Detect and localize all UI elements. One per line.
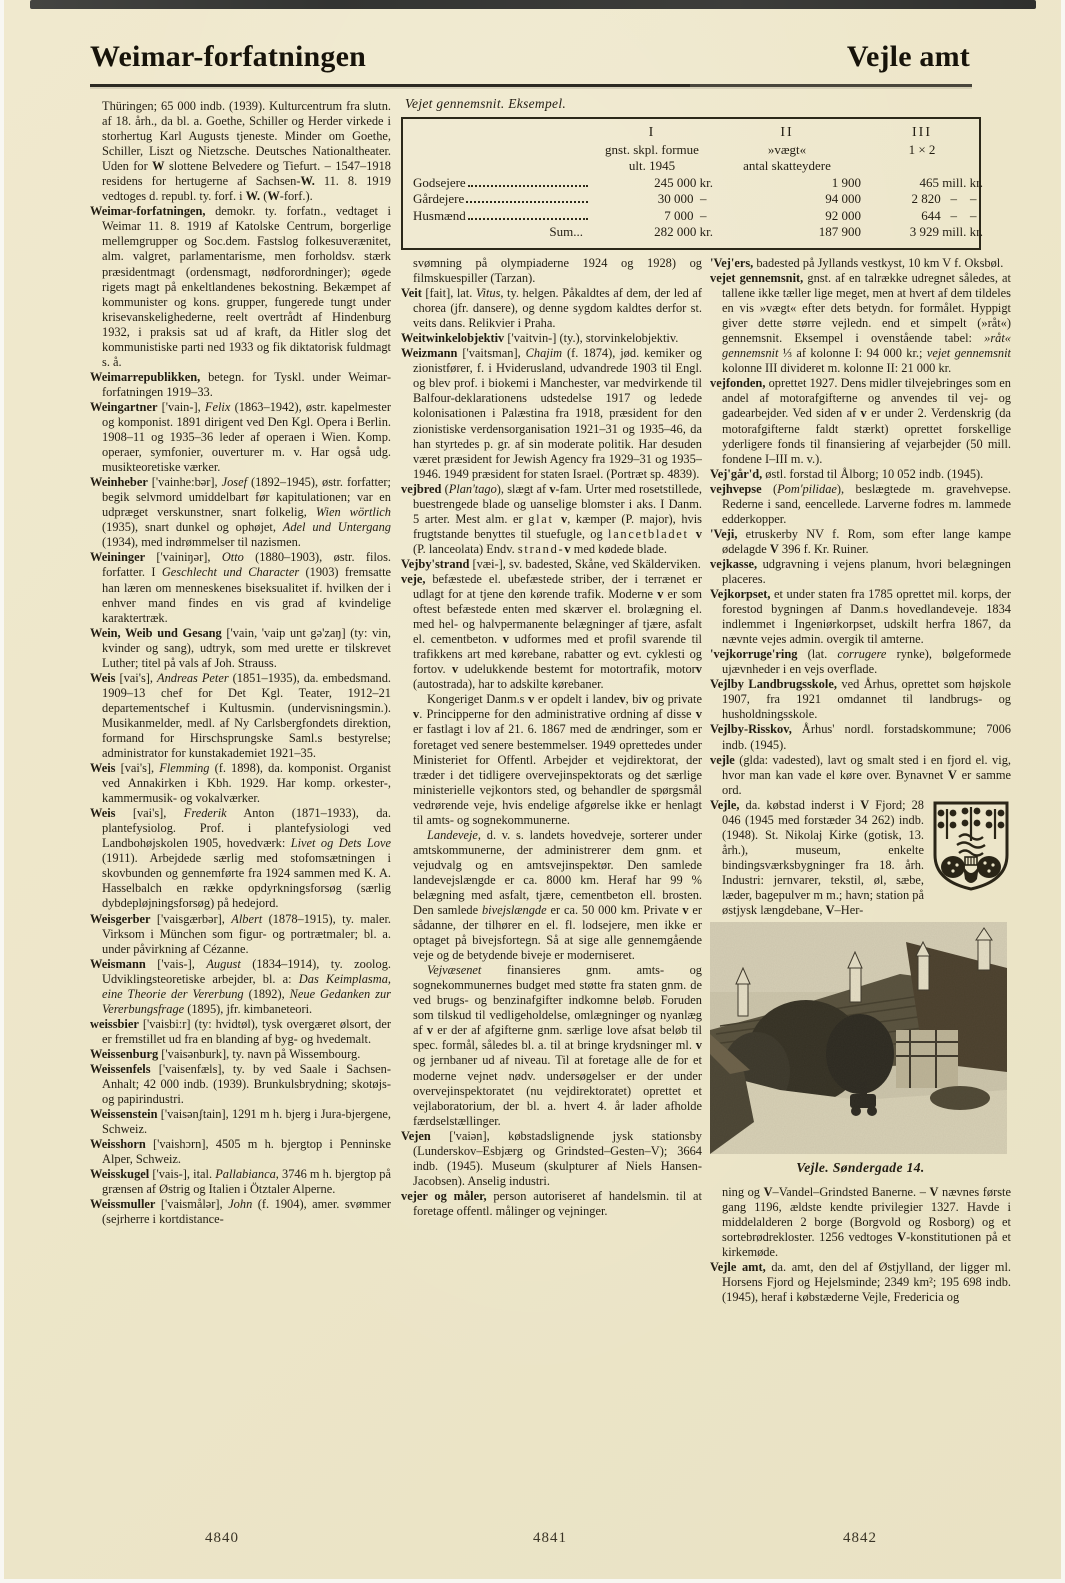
table-col-II-sub2: antal skatteydere — [743, 158, 831, 173]
table-header-row-sub2 — [413, 158, 969, 175]
table-cell-c2: 187 900 — [818, 224, 861, 239]
dictionary-entry: Weis [vai's], Flemming (f. 1898), da. komponist. Organist ved Annakirken i Kbh. 1929. Har komp. orkester-, kammermusik- og vokalværker. — [90, 761, 391, 806]
dictionary-entry: Weimarrepublikken, betegn. for Tyskl. under Weimar-forfatningen 1919–33. — [90, 369, 391, 399]
dictionary-entry: Weizmann ['vaitsman], Chajim (f. 1874), jød. kemiker og zionistfører, f. i Hviderusland, udvandrede 1903 til Engl. og blev prof. i biokemi i Manchester, var medvirkende til Balfour-deklarationens udstedelse 1917 og ledede kolonisationen i Palæstina fra 1918, præsident for den zionistiske verdensorganisation 1921–31 og 1935–46, da han styrtedes p. gr. af sin moderate politik. Har desuden været præsident for Jewish Agency fra 1929–31 og 1935–1946. 1949 præsident for staten Israel. (Portræt sp. 4839). — [401, 346, 702, 481]
table-row — [413, 174, 983, 192]
dictionary-entry: Weis [vai's], Andreas Peter (1851–1935), da. embedsmand. 1909–13 chef for Det Kgl. Teater, 1912–21 departementschef i Kultusmin. (undervisningsmin.). Musikanmelder, medl. af Ny Carlsbergfondets direktion, formand for Hirschsprungske Saml.s bestyrelse; administrator for kunstakademiet 1921–35. — [90, 670, 391, 761]
table-row-label: Sum... — [549, 224, 583, 239]
table-header-row-sub1 — [413, 142, 969, 159]
dictionary-entry: Weingartner ['vain-], Felix (1863–1942), østr. kapelmester og komponist. 1891 dirigent ved Den Kgl. Opera i Berlin. 1908–11 og 1935–36 leder af operaen i Wien. Komp. operaer, symfonier, ouverturer m. v. Har også udg. musikteoretiske værker. — [90, 399, 391, 475]
dictionary-entry: Vejlby Landbrugsskole, ved Århus, oprettet som højskole 1907, fra 1921 omdannet til landbrugs- og husholdningsskole. — [710, 677, 1011, 722]
table-row-label: Gårdejere — [413, 191, 591, 208]
table-cell-c1: 7 000 – — [664, 207, 713, 223]
dictionary-entry: Weitwinkelobjektiv ['vaitvin-] (ty.), storvinkelobjektiv. — [401, 331, 679, 346]
dictionary-entry: Wein, Weib und Gesang ['vain, 'vaip unt gə'zaŋ] (ty: vin, kvinder og sang), udtryk, som med urette er tilskrevet Luther; titel på vals af Joh. Strauss. — [90, 625, 391, 670]
dictionary-entry: Weinheber ['vainhe:bər], Josef (1892–1945), østr. forfatter; begik selvmord umiddelbart før kapitulationen; var en udpræget verskunstner, snart folkelig, Wien wörtlich (1935), snart dunkel og ophøjet, Adel und Untergang (1934), med indrømmelser til nazismen. — [90, 475, 391, 550]
table-col-I-sub2: ult. 1945 — [628, 158, 676, 173]
table-col-I-sub: gnst. skpl. formue — [605, 141, 699, 157]
column-middle — [401, 256, 702, 1524]
scan-edge-artifact — [30, 0, 1036, 9]
table-body — [413, 174, 983, 241]
dictionary-entry: Veit [fait], lat. Vitus, ty. helgen. Påkaldtes af dem, der led af chorea (jfr. dansere), og denne sygdom kaldtes derfor st. veits dans. Relikvier i Praha. — [401, 286, 702, 331]
dictionary-entry: 'vejkorruge'ring (lat. corrugere rynke), bølgeformede ujævnheder i en vejs overflade. — [710, 647, 1011, 677]
paragraph: ning og V–Vandel–Grindsted Banerne. – V nævnes første gang 1196, ældste kendte privilegier 1327. Havde i middelalderen 2 borge (Borgvold og Rosborg) og et sortebrødrekloster. 1256 vedtoges V-konstitutionen på et kirkemøde. — [722, 1185, 1011, 1260]
dictionary-entry: Weis [vai's], Frederik Anton (1871–1933), da. plantefysiolog. Prof. i plantefysiologi ved Landbohøjskolen 1905, hovedværk: Livet og Dets Love (1911). Arbejdede særlig med stofomsætningen i skovbunden og gennemførte fra 1924 sammen med K. A. Hasselbalch en række opdyrkningsforsøg (særlig dybdepløjningsforsøg) på hedejord. — [90, 806, 391, 911]
dictionary-entry: vejer og måler, person autoriseret af handelsmin. til at foretage offentl. målinger og vejninger. — [401, 1188, 702, 1218]
table-cell-c2: 1 900 — [831, 174, 861, 190]
paragraph: svømning på olympiaderne 1924 og 1928) og filmskuespiller (Tarzan). — [413, 256, 702, 286]
table-cell-c3: 644 – – — [921, 207, 983, 223]
dictionary-entry: Weisshorn ['vaishɔrn], 4505 m h. bjergtop i Penninske Alper, Schweiz. — [90, 1137, 391, 1167]
dictionary-entry: vejhvepse (Pom'pilidae), beslægtede m. gravehvepse. Rederne i sand, eencellede. Larverne fodres m. lammede edderkopper. — [710, 481, 1011, 526]
dictionary-entry: 'Veji, etruskerby NV f. Rom, som efter lange kampe ødelagde V 396 f. Kr. Ruiner. — [710, 526, 1011, 556]
column-left — [90, 99, 391, 1525]
dictionary-entry: Vejle amt, da. amt, den del af Østjylland, der ligger ml. Horsens Fjord og Hejelsminde; 2349 km²; 195 698 indb. (1945), heraf i købstæderne Vejle, Fredericia og — [710, 1260, 1011, 1305]
table-cell-c1: 30 000 – — [657, 191, 713, 206]
dictionary-entry: Weimar-forfatningen, demokr. ty. forfatn., vedtaget i Weimar 11. 8. 1919 af Katolske Centrum, borgerlige mellemgrupper og Soc.dem. Fastslog folkesuverænitet, alm. valgret, parlamentarisme, men forholdsv. stærk præsidentmagt (ordensmagt, nødforordninger); øgede rigets magt på enkeltlandenes bekostning. Bekæmpet af kommunister og kons. grupper, fungerede tungt under krisevanskelighederne, reelt overtrådt af Hindenburg 1932, i praksis sat ud af kraft, da Hitler slog det kommunistiske parti ned 1933 og fik diktatorisk fuldmagt s. å. — [90, 204, 391, 369]
dictionary-entry: Weissenstein ['vaisənʃtain], 1291 m h. bjerg i Jura-bjergene, Schweiz. — [90, 1107, 391, 1137]
table-col-III: III — [912, 125, 932, 140]
dictionary-entry: Weisskugel ['vais-], ital. Pallabianca, 3746 m h. bjergtop på grænsen af Østrig og Italien i Ötztaler Alperne. — [90, 1167, 391, 1197]
table-box — [401, 117, 981, 250]
dictionary-entry: Weininger ['vainiŋər], Otto (1880–1903), østr. filos. forfatter. I Geschlecht und Character (1903) fremsatte han læren om menneskenes biseksualitet if. hvilken der i enhver mand findes en vis grad af kvindelige karaktertræk. — [90, 550, 391, 625]
table-cell-c3: 465 mill. kr. — [919, 174, 983, 190]
paragraph: Vejvæsenet finansieres gnm. amts- og sognekommunernes budget med støtte fra staten gnm. de ved brugs- og benzinafgifter indkomne beløb. Foruden som tilskud til vedligeholdelse, omlægninger og nyanlæg af v er der af afgifterne gnm. særlige love afsat beløb til spec. formål, således bl. a. til at bringe krydsninger ml. v og jernbaner ud af niveau. Til at foretage alle de for et moderne vejnet nødv. undersøgelser er der under overvejinspektoratet (nu vejdirektoratet) oprettet et vejlaboratorium, der bl. a. hvert 4. år lader afholde færdselstællinger. — [413, 963, 702, 1128]
header-rule — [90, 84, 972, 87]
page-scan — [4, 0, 1061, 1579]
dictionary-entry: Weismann ['vais-], August (1834–1914), ty. zoolog. Udviklingsteoretiske arbejder, bl. a: Das Keimplasma, eine Theorie der Vererbung (1892), Neue Gedanken zur Vererbungsfrage (1895), jfr. kimbaneteori. — [90, 956, 391, 1016]
dictionary-entry: Weisgerber ['vaisgærbər], Albert (1878–1915), ty. maler. Virksom i München som figur- og portrætmaler; bl. a. under påvirkning af Cézanne. — [90, 911, 391, 956]
dictionary-entry: Vejle, da. købstad inderst i V Fjord; 28 046 (1945 med forstæder 34 262) indb. (1948). St. Nikolaj Kirke (gotisk, 13. årh.), museum, enkelte bindingsværksbygninger fra 18. årh. Industri: jernvarer, tekstil, øl, sæbe, læder, bagepulver m m.; havn; station på østjysk længdebane, V–Her- — [710, 798, 1011, 918]
vejle-street-photo — [710, 922, 1007, 1154]
page-title-right: Vejle amt — [846, 40, 970, 73]
table-row — [413, 207, 983, 225]
table-cell-c2: 92 000 — [825, 207, 861, 223]
page-title-left: Weimar-forfatningen — [90, 40, 366, 73]
table-header-row-numerals — [413, 125, 969, 142]
dictionary-entry: Vejby'strand [væi-], sv. badested, Skåne, ved Skälderviken. — [401, 556, 701, 571]
dictionary-entry: vejet gennemsnit, gnst. af en talrække udregnet således, at tallene ikke tæller lige meget, men at hvert af dem tildeles en vis »vægt« efter dets betydn. for formålet. Hyppigt giver dette større vejledn. end et simpelt (»råt«) gennemsnit. Eksempel i ovenstående tabel: »råt« gennemsnit ⅓ af kolonne I: 94 000 kr.; vejet gennemsnit kolonne III divideret m. kolonne II: 21 000 kr. — [710, 271, 1011, 376]
table-row — [413, 191, 983, 208]
table-cell-c1: 245 000 kr. — [654, 174, 713, 190]
table-row — [413, 224, 983, 241]
dictionary-entry: Vejkorpset, et under staten fra 1785 oprettet mil. korps, der forestod bygningen af Danm.s hovedlandeveje. 1834 indlemmet i Ingeniørkorpset, udskilt herfra 1867, da nævnte vejes admin. overgik til amterne. — [710, 587, 1011, 647]
page-number: 4841 — [533, 1530, 567, 1546]
dictionary-entry: vejfonden, oprettet 1927. Dens midler tilvejebringes som en andel af motorafgifterne og anvendes til vej- og gadearbejder. Ved siden af v er under 2. Verdenskrig (da motorafgifterne faldt stærkt) oprettet forskellige yderligere fonds til finansiering af vejarbejder (50 mill. fondene I–III m. v.). — [710, 376, 1011, 466]
dictionary-entry: Vejlby-Risskov, Århus' nordl. forstadskommune; 7006 indb. (1945). — [710, 722, 1011, 752]
dictionary-entry: 'Vej'ers, badested på Jyllands vestkyst, 10 km V f. Oksbøl. — [710, 256, 1004, 270]
photo-caption: Vejle. Søndergade 14. — [796, 1160, 925, 1176]
table-col-II-sub: »vægt« — [767, 141, 807, 157]
table-cell-c3: 3 929 mill. kr. — [909, 224, 983, 239]
paragraph: Landeveje, d. v. s. landets hovedveje, sorterer under amtskommunerne, der administrerer dem gnm. et vejudvalg og en amtsvejinspektør. Den samlede landevejslængde er ca. 8000 km. Heraf har 99 % belægning med asfalt, tjære, cementbeton ell. brosten. Den samlede bivejslængde er ca. 50 000 km. Private v er sådanne, der tilhører en el. fl. lodsejere, men ikke er optaget på bivejsfortegn. Så at sige alle gennemgående veje og de betydende biveje er moderniseret. — [413, 827, 702, 963]
table-caption: Vejet gennemsnit. Eksempel. — [405, 96, 567, 111]
vejle-coat-of-arms — [931, 799, 1011, 893]
page-number: 4840 — [205, 1530, 239, 1546]
dictionary-entry: Weissmuller ['vaismålər], John (f. 1904), amer. svømmer (sejrherre i kortdistance- — [90, 1197, 391, 1227]
dictionary-entry: Weissenburg ['vaisənburk], ty. navn på Wissembourg. — [90, 1046, 361, 1061]
paragraph: Kongeriget Danm.s v er opdelt i landev, biv og private v. Principperne for den administrative ordning af disse v er fastlagt i lov af 21. 6. 1867 med de ændringer, som er foretaget ved senere bestemmelser. 1949 oprettedes under Ministeriet for Offentl. Arbejder et vejdirektorat, der træder i det tidligere overvejinspektorats og det særlige ministerielle vejkontors sted, og behandler de spørgsmål vedrørende veje, hvis endelige afgørelse ikke er henlagt til amts- og sognekommunerne. — [413, 692, 702, 827]
column-right — [710, 256, 1011, 1524]
page-number: 4842 — [843, 1530, 877, 1546]
table-col-I: I — [648, 125, 656, 140]
page-numbers — [90, 1530, 972, 1547]
weighted-average-table — [401, 96, 981, 250]
dictionary-entry: vejle (glda: vadested), lavt og smalt sted i en fjord el. vig, hvor man kan vade el køre over. Bynavnet V er samme ord. — [710, 752, 1011, 797]
table-cell-c3: 2 820 – – — [911, 191, 983, 206]
paragraph: Thüringen; 65 000 indb. (1939). Kulturcentrum fra slutn. af 18. årh., da bl. a. Goethe, Schiller og Herder virkede i storhertug Karl Augusts tjeneste. Minder om Goethe, Schiller, Liszt og Nietzsche. Deutsches Nationaltheater. Uden for W slottene Belvedere og Tiefurt. – 1547–1918 residens for hertugerne af Sachsen-W. 11. 8. 1919 vedtoges d. republ. ty. forf. i W. (W-forf.). — [102, 99, 391, 204]
dictionary-entry: vejbred (Plan'tago), slægt af v-fam. Urter med rosetstillede, buestrengede blade og uanselige blomster i aks. I Danm. 5 arter. Mest alm. er glat v, kæmper (P. major), hvis frugtstande benyttes til stuefugle, og lancetbladet v (P. lanceolata) Endv. strand-v med kødede blade. — [401, 481, 702, 556]
table-col-III-sub: 1 × 2 — [908, 141, 936, 157]
dictionary-entry: weissbier ['vaisbi:r] (ty: hvidtøl), tysk overgæret ølsort, der er fremstillet ud fra en blanding af byg- og hvedemalt. — [90, 1016, 391, 1046]
table-cell-c2: 94 000 — [825, 191, 861, 206]
dictionary-entry: Weissenfels ['vaisenfæls], ty. by ved Saale i Sachsen-Anhalt; 42 000 indb. (1939). Brunkulsbrydning; skotøjs- og papirindustri. — [90, 1062, 391, 1107]
dictionary-entry: Vejen ['vaiən], købstadslignende jysk stationsby (Lunderskov–Esbjærg og Grindsted–Gesten–V); 3664 indb. (1945). Museum (skulpturer af Niels Hansen-Jacobsen). Anselig industri. — [401, 1128, 702, 1188]
table-row-label: Godsejere — [413, 175, 591, 192]
dictionary-entry: Vej'går'd, østl. forstad til Ålborg; 10 052 indb. (1945). — [710, 466, 984, 481]
table-col-II: II — [780, 125, 794, 140]
page-header — [90, 40, 970, 74]
vejle-street-photo-block — [710, 922, 1011, 1183]
table-row-label: Husmænd — [413, 208, 591, 225]
dictionary-entry: veje, befæstede el. ubefæstede striber, der i terrænet er udlagt for at tjene den kørende trafik. Moderne v er som oftest befæstede enten med skærver el. brolægning el. med hel- og halvpermanente belægninger af tjære, asfalt el. cementbeton. v udformes med et profil svarende til trafikkens art med kørebane, rabatter og evt. cyklesti og fortov. v udelukkende bestemt for motortrafik, motorv (autostrada), har to adskilte kørebaner. — [401, 571, 702, 692]
table-cell-c1: 282 000 kr. — [654, 224, 713, 239]
dictionary-entry: vejkasse, udgravning i vejens planum, hvori belægningen placeres. — [710, 556, 1011, 586]
